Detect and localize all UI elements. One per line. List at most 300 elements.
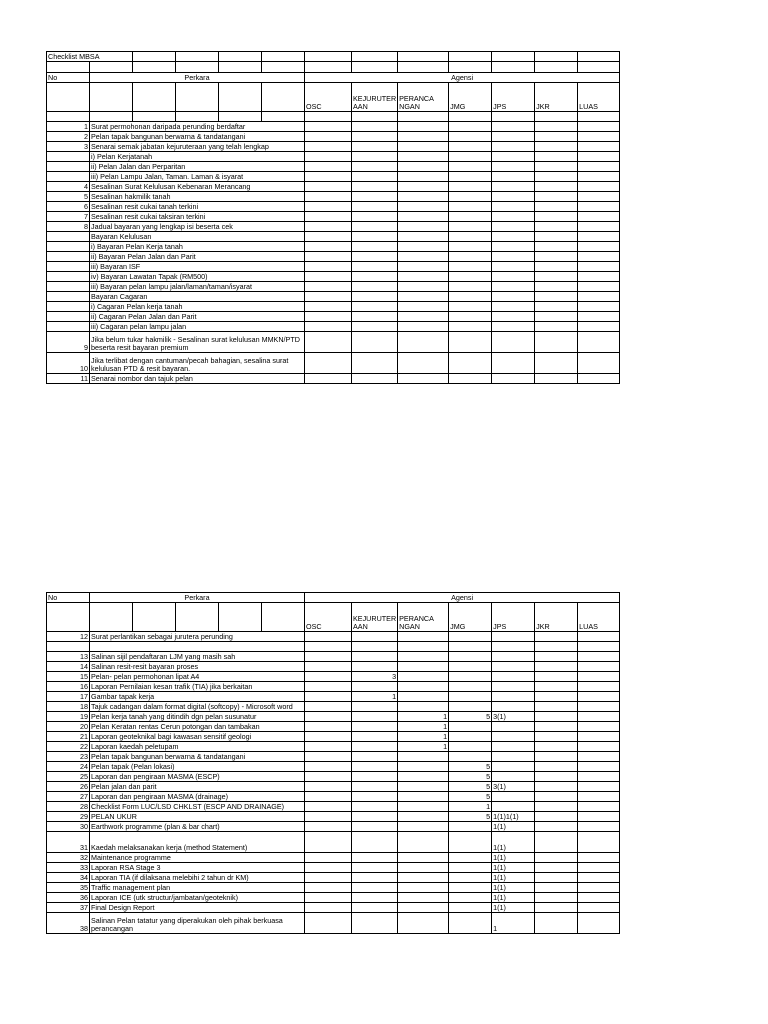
agency-value — [398, 662, 449, 672]
agency-value — [305, 692, 352, 702]
agency-value — [535, 712, 578, 722]
agency-value — [578, 782, 620, 792]
agency-value: 3(1) — [492, 712, 535, 722]
agency-value — [398, 752, 449, 762]
agency-value — [305, 742, 352, 752]
agency-value — [398, 131, 449, 141]
agency-value — [352, 662, 398, 672]
agency-value — [449, 903, 492, 913]
item-number: 31 — [47, 832, 90, 853]
item-description: iii) Cagaran pelan lampu jalan — [90, 321, 305, 331]
empty-cell — [133, 52, 176, 62]
agency-value: 5 — [449, 782, 492, 792]
header-row — [47, 72, 620, 82]
agency-value — [352, 812, 398, 822]
agency-value — [398, 261, 449, 271]
agency-value — [535, 903, 578, 913]
agency-value — [535, 752, 578, 762]
agency-value — [492, 201, 535, 211]
agency-value — [305, 772, 352, 782]
checklist-row — [47, 742, 620, 752]
agency-value: 1 — [398, 732, 449, 742]
agency-value — [535, 782, 578, 792]
agency-value — [305, 732, 352, 742]
agency-value — [449, 632, 492, 642]
agency-value — [305, 171, 352, 181]
agency-value — [535, 311, 578, 321]
empty-cell — [262, 52, 305, 62]
agency-value — [535, 171, 578, 181]
agency-value — [398, 301, 449, 311]
checklist-row — [47, 201, 620, 211]
agency-value: 1(1) — [492, 822, 535, 832]
empty-cell — [133, 603, 176, 632]
agency-value — [578, 271, 620, 281]
empty-cell — [398, 61, 449, 72]
agency-value — [535, 883, 578, 893]
agency-value — [305, 863, 352, 873]
agency-value — [492, 281, 535, 291]
agency-value — [578, 873, 620, 883]
checklist-row — [47, 792, 620, 802]
agency-value — [578, 682, 620, 692]
checklist-row — [47, 181, 620, 191]
agency-value — [398, 271, 449, 281]
agency-value — [449, 732, 492, 742]
agency-value — [305, 231, 352, 241]
checklist-row — [47, 171, 620, 181]
checklist-row — [47, 712, 620, 722]
item-number: 3 — [47, 141, 90, 151]
agency-header: OSC — [305, 82, 352, 111]
checklist-row — [47, 281, 620, 291]
checklist-row — [47, 873, 620, 883]
agency-value — [578, 802, 620, 812]
empty-cell — [352, 61, 398, 72]
agency-value — [352, 883, 398, 893]
agency-value — [449, 883, 492, 893]
agency-value — [535, 772, 578, 782]
empty-cell — [133, 82, 176, 111]
checklist-table-2 — [46, 592, 620, 934]
agency-value — [535, 812, 578, 822]
empty-cell — [262, 61, 305, 72]
checklist-row — [47, 161, 620, 171]
item-description: Laporan geoteknikal bagi kawasan sensitif geologi — [90, 732, 305, 742]
agency-value: 1 — [398, 742, 449, 752]
agency-value — [352, 131, 398, 141]
header-perkara: Perkara — [90, 72, 305, 82]
header-perkara: Perkara — [90, 593, 305, 603]
item-number: 25 — [47, 772, 90, 782]
item-description: Gambar tapak kerja — [90, 692, 305, 702]
item-number — [47, 642, 90, 652]
item-number — [47, 231, 90, 241]
agency-value — [535, 231, 578, 241]
agency-value — [398, 181, 449, 191]
empty-cell — [133, 111, 176, 121]
checklist-row — [47, 251, 620, 261]
agency-header: PERANCA NGAN — [398, 603, 449, 632]
agency-value — [492, 161, 535, 171]
agency-value — [305, 221, 352, 231]
item-number: 23 — [47, 752, 90, 762]
item-number: 17 — [47, 692, 90, 702]
agency-value — [305, 873, 352, 883]
empty-cell — [176, 603, 219, 632]
agency-value — [449, 702, 492, 712]
agency-value — [535, 161, 578, 171]
item-description: Bayaran Cagaran — [90, 291, 305, 301]
agency-value — [398, 201, 449, 211]
checklist-row — [47, 642, 620, 652]
checklist-row — [47, 762, 620, 772]
agency-value — [352, 311, 398, 321]
agency-value — [352, 863, 398, 873]
agency-value — [578, 231, 620, 241]
item-description: i) Pelan Kerjatanah — [90, 151, 305, 161]
checklist-row — [47, 241, 620, 251]
agency-value: 1(1) — [492, 832, 535, 853]
agency-value — [352, 373, 398, 383]
agency-header: JKR — [535, 82, 578, 111]
agency-value — [305, 812, 352, 822]
empty-cell — [47, 111, 90, 121]
agency-value — [398, 251, 449, 261]
agency-value — [492, 702, 535, 712]
agency-value — [305, 652, 352, 662]
agency-value — [578, 311, 620, 321]
agency-value — [449, 201, 492, 211]
title-row — [47, 52, 620, 62]
item-number: 15 — [47, 672, 90, 682]
item-number: 37 — [47, 903, 90, 913]
agency-value — [492, 271, 535, 281]
agency-value — [352, 762, 398, 772]
empty-cell — [176, 52, 219, 62]
agency-header: PERANCA NGAN — [398, 82, 449, 111]
agency-value — [492, 722, 535, 732]
item-description: Laporan dan pengiraan MASMA (drainage) — [90, 792, 305, 802]
agency-value — [352, 682, 398, 692]
agency-value — [578, 191, 620, 201]
agency-value — [449, 642, 492, 652]
agency-value — [578, 331, 620, 352]
agency-value — [305, 802, 352, 812]
checklist-row — [47, 853, 620, 863]
empty-cell — [262, 111, 305, 121]
agency-value — [492, 652, 535, 662]
item-number — [47, 161, 90, 171]
empty-cell — [90, 111, 133, 121]
agency-value — [535, 141, 578, 151]
agency-value — [305, 822, 352, 832]
checklist-row — [47, 131, 620, 141]
checklist-row — [47, 652, 620, 662]
agency-value — [398, 321, 449, 331]
item-number: 36 — [47, 893, 90, 903]
agency-value — [578, 221, 620, 231]
empty-cell — [219, 61, 262, 72]
agency-value — [449, 662, 492, 672]
header-no: No — [47, 72, 90, 82]
item-number: 35 — [47, 883, 90, 893]
checklist-row — [47, 301, 620, 311]
agency-value — [535, 331, 578, 352]
item-number: 8 — [47, 221, 90, 231]
agency-value — [305, 642, 352, 652]
item-description: Salinan Pelan tatatur yang diperakukan oleh pihak berkuasa perancangan — [90, 913, 305, 934]
checklist-row — [47, 321, 620, 331]
agency-value — [535, 352, 578, 373]
agency-value — [398, 632, 449, 642]
agency-value — [578, 151, 620, 161]
agency-value — [305, 251, 352, 261]
item-number: 6 — [47, 201, 90, 211]
checklist-row — [47, 672, 620, 682]
agency-value — [492, 682, 535, 692]
item-description: Final Design Report — [90, 903, 305, 913]
agency-value — [352, 873, 398, 883]
agency-value — [449, 171, 492, 181]
checklist-row — [47, 782, 620, 792]
agency-value — [305, 782, 352, 792]
sheet-title: Checklist MBSA — [47, 52, 133, 62]
agency-value — [352, 832, 398, 853]
agency-value — [492, 291, 535, 301]
empty-cell — [578, 61, 620, 72]
agency-value: 5 — [449, 712, 492, 722]
agency-value — [449, 752, 492, 762]
agency-value — [535, 321, 578, 331]
agency-value — [305, 903, 352, 913]
empty-cell — [578, 111, 620, 121]
agency-value — [398, 281, 449, 291]
agency-value — [449, 321, 492, 331]
empty-cell — [449, 61, 492, 72]
agency-value — [535, 373, 578, 383]
item-number: 34 — [47, 873, 90, 883]
item-description: Sesalinan resit cukai tanah terkini — [90, 201, 305, 211]
checklist-row — [47, 752, 620, 762]
agency-value — [492, 732, 535, 742]
empty-cell — [176, 61, 219, 72]
agency-header: KEJURUTER AAN — [352, 82, 398, 111]
agency-value — [578, 742, 620, 752]
agency-value: 1(1) — [492, 853, 535, 863]
agency-value — [578, 291, 620, 301]
agency-value: 3(1) — [492, 782, 535, 792]
agency-value — [578, 211, 620, 221]
agency-value — [305, 682, 352, 692]
empty-cell — [578, 52, 620, 62]
item-number: 16 — [47, 682, 90, 692]
item-description: Salinan sijil pendaftaran LJM yang masih sah — [90, 652, 305, 662]
item-number: 4 — [47, 181, 90, 191]
agency-value — [305, 301, 352, 311]
agency-value — [352, 632, 398, 642]
agency-value — [578, 732, 620, 742]
checklist-row — [47, 211, 620, 221]
agency-value — [305, 191, 352, 201]
item-number: 24 — [47, 762, 90, 772]
agency-value — [492, 131, 535, 141]
agency-value — [305, 662, 352, 672]
agency-value — [578, 642, 620, 652]
agency-value — [578, 832, 620, 853]
agency-value — [352, 141, 398, 151]
agency-value — [578, 632, 620, 642]
agency-value — [449, 822, 492, 832]
agency-value — [449, 121, 492, 131]
checklist-row — [47, 822, 620, 832]
agency-header: JPS — [492, 603, 535, 632]
agency-value — [398, 121, 449, 131]
agency-value — [352, 752, 398, 762]
item-number: 33 — [47, 863, 90, 873]
agency-value — [578, 171, 620, 181]
agency-value — [492, 772, 535, 782]
agency-value — [578, 772, 620, 782]
agency-value — [352, 642, 398, 652]
agency-value — [535, 271, 578, 281]
item-description: Sesalinan Surat Kelulusan Kebenaran Merancang — [90, 181, 305, 191]
agency-value — [305, 321, 352, 331]
empty-cell — [535, 111, 578, 121]
agency-value — [305, 883, 352, 893]
agency-value — [398, 141, 449, 151]
agency-value — [352, 221, 398, 231]
agency-value — [492, 752, 535, 762]
empty-cell — [305, 111, 352, 121]
empty-cell — [305, 61, 352, 72]
agency-value — [449, 241, 492, 251]
agency-value: 5 — [449, 792, 492, 802]
agency-value — [535, 642, 578, 652]
item-description — [90, 642, 305, 652]
agency-value — [398, 692, 449, 702]
item-number: 14 — [47, 662, 90, 672]
agency-value — [398, 291, 449, 301]
agency-value — [492, 261, 535, 271]
agency-value — [305, 261, 352, 271]
agency-value — [578, 662, 620, 672]
item-description: Maintenance programme — [90, 853, 305, 863]
agency-value — [352, 893, 398, 903]
agency-value — [578, 692, 620, 702]
item-description: Jika terlibat dengan cantuman/pecah bahagian, sesalina surat kelulusan PTD & resit bayaran. — [90, 352, 305, 373]
agency-value — [305, 702, 352, 712]
item-number: 28 — [47, 802, 90, 812]
item-description: iii) Bayaran ISF — [90, 261, 305, 271]
header-row — [47, 593, 620, 603]
agency-header: KEJURUTER AAN — [352, 603, 398, 632]
agency-value — [449, 281, 492, 291]
spacer-row — [47, 61, 620, 72]
item-number: 18 — [47, 702, 90, 712]
agency-value — [449, 722, 492, 732]
item-description: iii) Pelan Lampu Jalan, Taman. Laman & isyarat — [90, 171, 305, 181]
agency-value — [449, 301, 492, 311]
item-description: Laporan kaedah peletupam — [90, 742, 305, 752]
agency-value — [578, 131, 620, 141]
agency-header: OSC — [305, 603, 352, 632]
agency-value — [398, 352, 449, 373]
checklist-row — [47, 191, 620, 201]
agency-value — [535, 822, 578, 832]
checklist-row — [47, 311, 620, 321]
agency-value — [578, 352, 620, 373]
agency-value — [352, 241, 398, 251]
agency-value — [398, 883, 449, 893]
agency-header: JMG — [449, 82, 492, 111]
item-description: ii) Cagaran Pelan Jalan dan Parit — [90, 311, 305, 321]
agency-value — [492, 632, 535, 642]
agency-value: 1 — [398, 712, 449, 722]
agency-value — [578, 241, 620, 251]
empty-cell — [492, 111, 535, 121]
item-description: Salinan resit-resit bayaran proses — [90, 662, 305, 672]
agency-value — [398, 702, 449, 712]
agency-value — [352, 782, 398, 792]
agency-value: 1 — [352, 692, 398, 702]
header-agensi: Agensi — [305, 593, 620, 603]
item-description: Jadual bayaran yang lengkap isi beserta cek — [90, 221, 305, 231]
agency-value — [305, 121, 352, 131]
agency-value — [305, 373, 352, 383]
empty-cell — [535, 52, 578, 62]
checklist-row — [47, 291, 620, 301]
agency-value — [398, 171, 449, 181]
agency-value — [492, 171, 535, 181]
agency-value — [398, 812, 449, 822]
agency-value — [578, 141, 620, 151]
item-number — [47, 321, 90, 331]
agency-value — [449, 181, 492, 191]
item-description: Sesalinan resit cukai taksiran terkini — [90, 211, 305, 221]
agency-value — [535, 211, 578, 221]
agency-value — [449, 261, 492, 271]
agency-value — [305, 913, 352, 934]
item-description: i) Bayaran Pelan Kerja tanah — [90, 241, 305, 251]
agency-value — [535, 662, 578, 672]
empty-cell — [262, 603, 305, 632]
agency-value — [352, 181, 398, 191]
agency-value — [449, 913, 492, 934]
agency-value — [305, 762, 352, 772]
agency-value — [578, 792, 620, 802]
item-description: Senarai nombor dan tajuk pelan — [90, 373, 305, 383]
agency-value — [352, 191, 398, 201]
empty-cell — [219, 52, 262, 62]
agency-value — [492, 642, 535, 652]
agency-value — [535, 832, 578, 853]
agency-value — [578, 121, 620, 131]
agency-value — [535, 802, 578, 812]
item-number — [47, 301, 90, 311]
item-number: 11 — [47, 373, 90, 383]
checklist-row — [47, 261, 620, 271]
agency-value — [398, 762, 449, 772]
agency-value — [535, 853, 578, 863]
agency-value — [352, 261, 398, 271]
agency-header: LUAS — [578, 603, 620, 632]
agency-value — [352, 652, 398, 662]
agency-value — [578, 722, 620, 732]
agency-value — [352, 251, 398, 261]
agency-value — [535, 301, 578, 311]
item-number — [47, 281, 90, 291]
